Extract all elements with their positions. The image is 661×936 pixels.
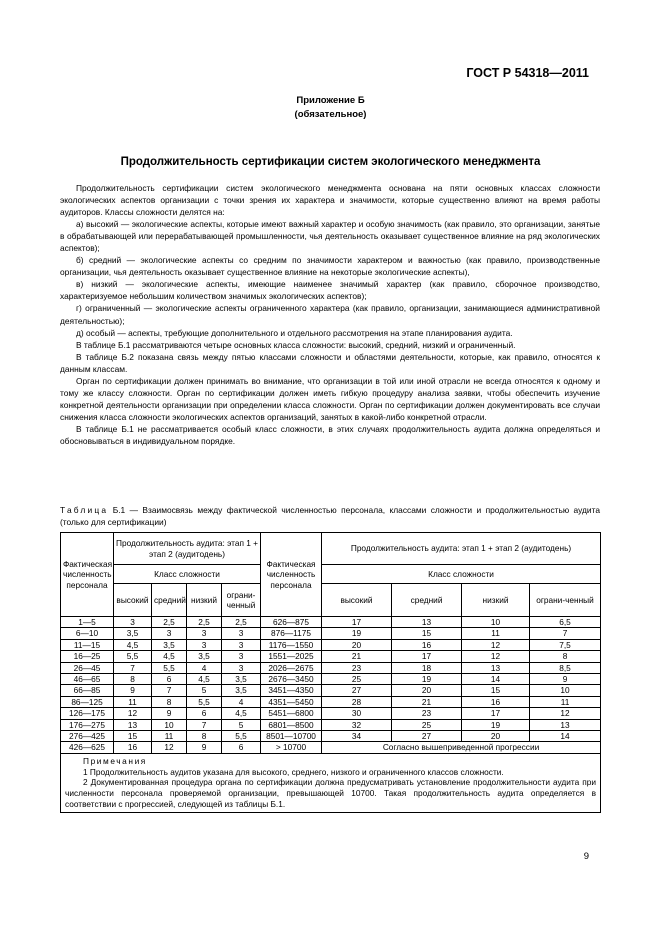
- table-cell: 3: [222, 628, 261, 639]
- table-cell: 6: [222, 742, 261, 753]
- table-cell: 4: [222, 696, 261, 707]
- table-cell: 6,5: [530, 617, 601, 628]
- table-cell: Согласно вышеприведенной прогрессии: [322, 742, 601, 753]
- table-notes: [61, 753, 601, 812]
- table-cell: 11—15: [61, 639, 114, 650]
- header-class-right: Класс сложности: [322, 565, 601, 584]
- table-cell: 10: [462, 617, 530, 628]
- table-row: [61, 696, 601, 707]
- table-cell: 2,5: [222, 617, 261, 628]
- table-cell: 3: [114, 617, 152, 628]
- note-item: 2 Документированная процедура органа по сертификации должна предусматривать установление продолжительности аудита при численности персонала проверяемой организации, превышающей 10700. Такая продолжительность аудита определяется в соответствии с прогрессией, следующей из таблицы Б.1.: [65, 777, 597, 810]
- header-class-limited: ограни-ченный: [530, 584, 601, 617]
- table-row: [61, 685, 601, 696]
- table-cell: 3: [222, 651, 261, 662]
- table-cell: 11: [114, 696, 152, 707]
- table-cell: 6: [152, 674, 187, 685]
- table-cell: 20: [462, 731, 530, 742]
- paragraph: д) особый — аспекты, требующие дополнительного и отдельного рассмотрения на этапе планирования аудита.: [76, 327, 513, 338]
- table-row: [61, 742, 601, 753]
- table-cell: 3,5: [152, 639, 187, 650]
- table-cell: 9: [530, 674, 601, 685]
- table-cell: 7,5: [530, 639, 601, 650]
- paragraph: В таблице Б.1 рассматриваются четыре основных класса сложности: высокий, средний, низкий и ограниченный.: [76, 339, 516, 350]
- table-row: [61, 674, 601, 685]
- table-cell: 2026—2675: [261, 662, 322, 673]
- table-cell: 27: [392, 731, 462, 742]
- table-row: [61, 662, 601, 673]
- table-cell: 12: [152, 742, 187, 753]
- body-text: [60, 182, 600, 447]
- table-cell: 3: [187, 639, 222, 650]
- table-cell: 28: [322, 696, 392, 707]
- table-cell: 8: [530, 651, 601, 662]
- header-class-low: низкий: [187, 584, 222, 617]
- table-cell: 27: [322, 685, 392, 696]
- table-cell: 9: [152, 708, 187, 719]
- paragraph: Орган по сертификации должен принимать во внимание, что организации в той или иной отрасли не всегда относятся к одному и тому же классу сложности. Орган по сертификации должен иметь гибкую процедуру анализа заявки, чтобы обеспечить изучение конкретной деятельности организации при определении класса сложности. Орган по сертификации должен документировать все случаи снижения класса сложности экологических аспектов организаций, занятых в какой-либо конкретной отрасли.: [60, 375, 600, 422]
- table-cell: 13: [530, 719, 601, 730]
- paragraph: В таблице Б.1 не рассматривается особый класс сложности, в этих случаях продолжительность аудита должна определяться и обосновываться в индивидуальном порядке.: [60, 423, 600, 446]
- table-cell: 6801—8500: [261, 719, 322, 730]
- table-cell: 21: [322, 651, 392, 662]
- table-cell: 23: [392, 708, 462, 719]
- table-cell: 4,5: [114, 639, 152, 650]
- table-cell: 2,5: [187, 617, 222, 628]
- table-cell: 8: [152, 696, 187, 707]
- table-cell: 14: [530, 731, 601, 742]
- table-cell: 126—175: [61, 708, 114, 719]
- table-cell: 66—85: [61, 685, 114, 696]
- table-row: [61, 708, 601, 719]
- header-duration-right: Продолжительность аудита: этап 1 + этап 2 (аудитодень): [322, 533, 601, 565]
- table-cell: 17: [392, 651, 462, 662]
- table-cell: 10: [152, 719, 187, 730]
- table-cell: > 10700: [261, 742, 322, 753]
- table-cell: 25: [392, 719, 462, 730]
- table-cell: 3,5: [222, 685, 261, 696]
- page-number: 9: [583, 851, 589, 862]
- table-cell: 19: [462, 719, 530, 730]
- paragraph: В таблице Б.2 показана связь между пятью классами сложности и областями деятельности, которые, как правило, относятся к данным классам.: [60, 351, 600, 374]
- table-cell: 4,5: [152, 651, 187, 662]
- paragraph: Продолжительность сертификации систем экологического менеджмента основана на пяти основных классах сложности экологических аспектов организации с точки зрения их характера и значимости, которые существенно влияют на время работы аудиторов. Классы сложности делятся на:: [60, 183, 600, 218]
- table-cell: 7: [152, 685, 187, 696]
- table-cell: 876—1175: [261, 628, 322, 639]
- table-caption: [60, 505, 600, 528]
- table-cell: 1551—2025: [261, 651, 322, 662]
- table-cell: 4: [187, 662, 222, 673]
- table-cell: 7: [187, 719, 222, 730]
- table-cell: 16—25: [61, 651, 114, 662]
- table-cell: 7: [530, 628, 601, 639]
- table-cell: 46—65: [61, 674, 114, 685]
- table-body: [61, 617, 601, 813]
- table-cell: 12: [114, 708, 152, 719]
- table-cell: 16: [392, 639, 462, 650]
- table-cell: 20: [322, 639, 392, 650]
- table-cell: 4351—5450: [261, 696, 322, 707]
- table-cell: 11: [530, 696, 601, 707]
- table-row: [61, 617, 601, 628]
- header-class-limited: ограни-ченный: [222, 584, 261, 617]
- appendix-subtitle: (обязательное): [294, 109, 367, 120]
- table-cell: 5,5: [187, 696, 222, 707]
- header-class-low: низкий: [462, 584, 530, 617]
- table-cell: 34: [322, 731, 392, 742]
- header-class-medium: средний: [392, 584, 462, 617]
- table-cell: 11: [152, 731, 187, 742]
- table-caption-label: Таблица: [60, 505, 109, 515]
- table-cell: 3,5: [187, 651, 222, 662]
- header-class-left: Класс сложности: [114, 565, 261, 584]
- table-cell: 626—875: [261, 617, 322, 628]
- table-cell: 16: [462, 696, 530, 707]
- table-row: [61, 731, 601, 742]
- table-cell: 5: [187, 685, 222, 696]
- table-cell: 5: [222, 719, 261, 730]
- table-cell: 1176—1550: [261, 639, 322, 650]
- table-cell: 13: [392, 617, 462, 628]
- table-cell: 2676—3450: [261, 674, 322, 685]
- table-cell: 19: [392, 674, 462, 685]
- table-cell: 15: [114, 731, 152, 742]
- table-cell: 17: [462, 708, 530, 719]
- table-cell: 176—275: [61, 719, 114, 730]
- table-cell: 4,5: [187, 674, 222, 685]
- header-personnel-right: Фактическая численность персонала: [261, 533, 322, 617]
- notes-row: [61, 753, 601, 812]
- table-cell: 16: [114, 742, 152, 753]
- table-cell: 5451—6800: [261, 708, 322, 719]
- table-cell: 4,5: [222, 708, 261, 719]
- header-class-high: высокий: [114, 584, 152, 617]
- table-cell: 3: [187, 628, 222, 639]
- table-cell: 15: [462, 685, 530, 696]
- paragraph: г) ограниченный — экологические аспекты ограниченного характера (как правило, организации, занимающиеся административной деятельностью);: [60, 303, 600, 326]
- table-row: [61, 651, 601, 662]
- header-class-medium: средний: [152, 584, 187, 617]
- table-cell: 276—425: [61, 731, 114, 742]
- table-cell: 3: [222, 662, 261, 673]
- table-cell: 3,5: [222, 674, 261, 685]
- section-title: Продолжительность сертификации систем экологического менеджмента: [120, 156, 541, 168]
- table-cell: 9: [114, 685, 152, 696]
- table-cell: 26—45: [61, 662, 114, 673]
- table-cell: 86—125: [61, 696, 114, 707]
- header-duration-left: Продолжительность аудита: этап 1 + этап 2 (аудитодень): [114, 533, 261, 565]
- table-cell: 7: [114, 662, 152, 673]
- note-item: 1 Продолжительность аудитов указана для высокого, среднего, низкого и ограниченного классов сложности.: [83, 766, 504, 777]
- table-cell: 6—10: [61, 628, 114, 639]
- table-cell: 21: [392, 696, 462, 707]
- table-cell: 3: [222, 639, 261, 650]
- table-cell: 8: [114, 674, 152, 685]
- table-cell: 426—625: [61, 742, 114, 753]
- table-cell: 8,5: [530, 662, 601, 673]
- table-cell: 12: [462, 651, 530, 662]
- table-cell: 11: [462, 628, 530, 639]
- table-cell: 1—5: [61, 617, 114, 628]
- header-personnel-left: Фактическая численность персонала: [61, 533, 114, 617]
- table-cell: 13: [114, 719, 152, 730]
- table-cell: 30: [322, 708, 392, 719]
- table-cell: 13: [462, 662, 530, 673]
- table-caption-text: Б.1 — Взаимосвязь между фактической численностью персонала, классами сложности и продолжительностью аудита (только для сертификации): [60, 505, 600, 527]
- appendix-title: Приложение Б: [296, 95, 365, 106]
- table-cell: 25: [322, 674, 392, 685]
- table-cell: 8501—10700: [261, 731, 322, 742]
- table-cell: 12: [530, 708, 601, 719]
- table-cell: 5,5: [152, 662, 187, 673]
- document-id: ГОСТ Р 54318—2011: [466, 66, 589, 80]
- paragraph: а) высокий — экологические аспекты, которые имеют важный характер и особую значимость (как правило, это организации, занятые в обрабатывающей или перерабатывающей промышленности, чья деятельность оказывает существенное влияние на ряд экологических аспектов);: [60, 219, 600, 254]
- table-cell: 12: [462, 639, 530, 650]
- table-cell: 14: [462, 674, 530, 685]
- paragraph: в) низкий — экологические аспекты, имеющие наименее значимый характер (как правило, сборочное производство, характеризуемое небольшим количеством значимых экологических аспектов);: [60, 279, 600, 302]
- audit-duration-table: [60, 532, 601, 813]
- table-row: [61, 628, 601, 639]
- table-cell: 6: [187, 708, 222, 719]
- table-cell: 23: [322, 662, 392, 673]
- table-cell: 20: [392, 685, 462, 696]
- table-row: [61, 639, 601, 650]
- table-cell: 2,5: [152, 617, 187, 628]
- table-cell: 8: [187, 731, 222, 742]
- table-cell: 17: [322, 617, 392, 628]
- table-cell: 3,5: [114, 628, 152, 639]
- table-cell: 10: [530, 685, 601, 696]
- table-row: [61, 719, 601, 730]
- table-cell: 15: [392, 628, 462, 639]
- appendix-heading: [0, 94, 661, 122]
- table-cell: 5,5: [222, 731, 261, 742]
- table-cell: 5,5: [114, 651, 152, 662]
- table-cell: 19: [322, 628, 392, 639]
- header-class-high: высокий: [322, 584, 392, 617]
- paragraph: б) средний — экологические аспекты со средним по значимости характером и важностью (как правило, производственные организации, чья деятельность оказывает существенное влияние на некоторые экологические аспекты),: [60, 255, 600, 278]
- notes-title: Примечания: [83, 755, 147, 766]
- table-cell: 3451—4350: [261, 685, 322, 696]
- table-cell: 9: [187, 742, 222, 753]
- table-cell: 18: [392, 662, 462, 673]
- table-cell: 3: [152, 628, 187, 639]
- table-cell: 32: [322, 719, 392, 730]
